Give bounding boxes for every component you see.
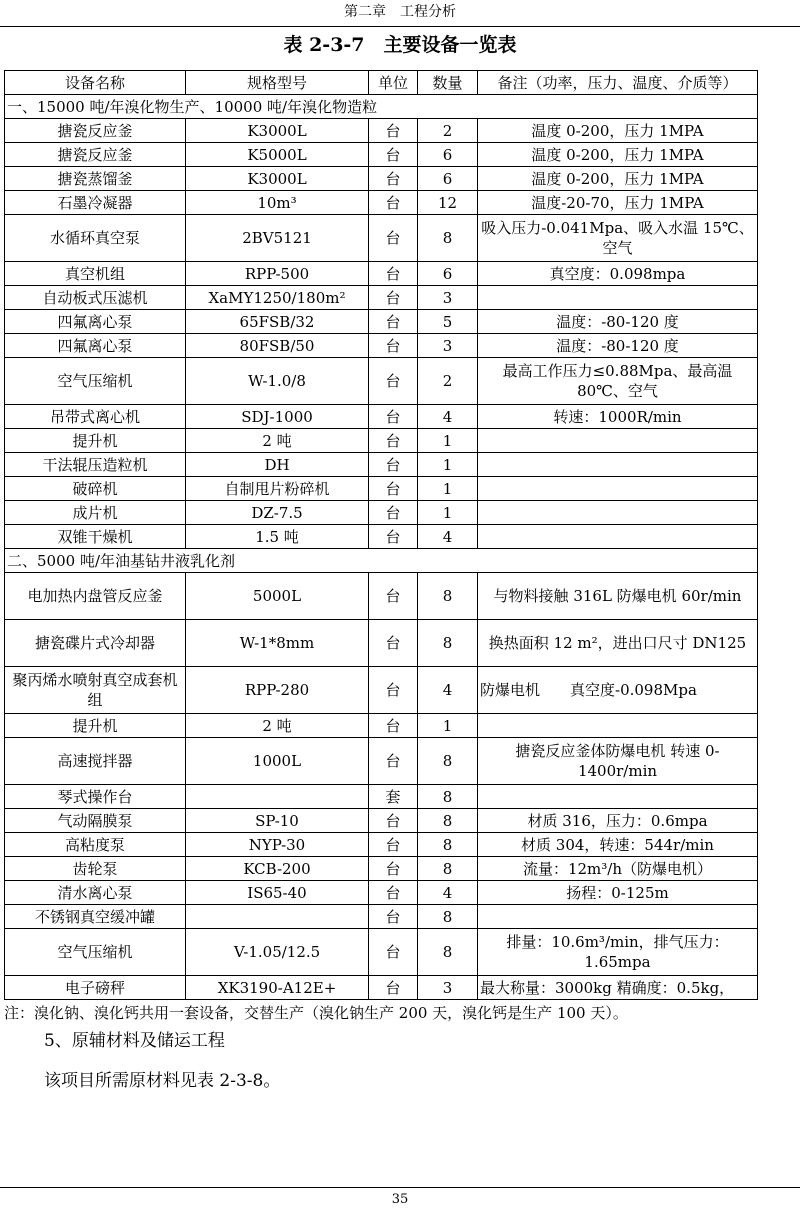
cell-unit: 台 [369,143,418,167]
table-row [5,501,758,525]
col-header-unit: 单位 [369,71,418,95]
table-row [5,453,758,477]
cell-remark: 最大称量：3000kg 精确度：0.5kg， [478,976,758,1000]
cell-qty: 4 [418,667,478,714]
cell-spec: 自制甩片粉碎机 [186,477,369,501]
cell-qty: 8 [418,857,478,881]
cell-remark [478,525,758,549]
cell-unit: 台 [369,573,418,620]
table-row [5,738,758,785]
cell-name: 清水离心泵 [5,881,186,905]
table-row [5,286,758,310]
table-title: 表 2-3-7 主要设备一览表 [283,34,517,56]
cell-unit: 台 [369,905,418,929]
cell-unit: 套 [369,785,418,809]
table-row [5,358,758,405]
cell-spec: KCB-200 [186,857,369,881]
cell-qty: 8 [418,785,478,809]
table-row [5,785,758,809]
cell-unit: 台 [369,833,418,857]
cell-name: 气动隔膜泵 [5,809,186,833]
table-row [5,262,758,286]
cell-remark: 温度-20-70，压力 1MPA [478,191,758,215]
cell-spec: K3000L [186,167,369,191]
cell-unit: 台 [369,501,418,525]
cell-spec: XaMY1250/180m² [186,286,369,310]
cell-qty: 8 [418,905,478,929]
table-row [5,525,758,549]
table-row [5,809,758,833]
table-row [5,905,758,929]
cell-remark: 温度 0-200，压力 1MPA [478,143,758,167]
cell-name: 双锥干燥机 [5,525,186,549]
cell-name: 空气压缩机 [5,929,186,976]
cell-spec: SP-10 [186,809,369,833]
cell-name: 高速搅拌器 [5,738,186,785]
cell-qty: 2 [418,358,478,405]
cell-spec: DZ-7.5 [186,501,369,525]
col-header-name: 设备名称 [5,71,186,95]
cell-qty: 8 [418,809,478,833]
section-title: 二、5000 吨/年油基钻井液乳化剂 [5,549,758,573]
cell-unit: 台 [369,620,418,667]
cell-remark: 温度 0-200，压力 1MPA [478,119,758,143]
col-header-qty: 数量 [418,71,478,95]
table-row [5,405,758,429]
cell-qty: 1 [418,714,478,738]
cell-name: 空气压缩机 [5,358,186,405]
cell-remark: 搪瓷反应釜体防爆电机 转速 0-1400r/min [478,738,758,785]
section-heading: 5、原辅材料及储运工程 [44,1031,225,1051]
cell-unit: 台 [369,453,418,477]
cell-remark: 吸入压力-0.041Mpa、吸入水温 15℃、空气 [478,215,758,262]
cell-unit: 台 [369,405,418,429]
cell-name: 聚丙烯水喷射真空成套机组 [5,667,186,714]
cell-unit: 台 [369,857,418,881]
cell-name: 搪瓷反应釜 [5,119,186,143]
table-row [5,667,758,714]
cell-name: 提升机 [5,714,186,738]
table-row [5,477,758,501]
table-row [5,714,758,738]
cell-unit: 台 [369,477,418,501]
cell-name: 水循环真空泵 [5,215,186,262]
cell-spec: W-1.0/8 [186,358,369,405]
table-row [5,620,758,667]
cell-qty: 8 [418,833,478,857]
col-header-remark: 备注（功率，压力、温度、介质等） [478,71,758,95]
cell-remark: 温度 0-200，压力 1MPA [478,167,758,191]
cell-unit: 台 [369,809,418,833]
cell-qty: 6 [418,143,478,167]
cell-qty: 8 [418,929,478,976]
cell-remark: 扬程：0-125m [478,881,758,905]
cell-qty: 1 [418,501,478,525]
cell-spec: RPP-500 [186,262,369,286]
table-row [5,976,758,1000]
page-number: 35 [0,1187,800,1212]
section-row [5,95,758,119]
cell-name: 搪瓷反应釜 [5,143,186,167]
cell-name: 真空机组 [5,262,186,286]
cell-unit: 台 [369,738,418,785]
table-header-row [5,71,758,95]
cell-qty: 3 [418,286,478,310]
running-header: 第二章 工程分析 [0,0,800,27]
table-note: 注：溴化钠、溴化钙共用一套设备，交替生产（溴化钠生产 200 天，溴化钙是生产 100 天）。 [4,1004,628,1022]
cell-spec: 2BV5121 [186,215,369,262]
cell-spec: 2 吨 [186,429,369,453]
cell-remark: 换热面积 12 m²，进出口尺寸 DN125 [478,620,758,667]
table-row [5,215,758,262]
cell-name: 四氟离心泵 [5,310,186,334]
cell-qty: 8 [418,573,478,620]
cell-spec [186,905,369,929]
equipment-table [4,70,758,1000]
cell-spec: 1.5 吨 [186,525,369,549]
cell-remark [478,429,758,453]
cell-remark [478,501,758,525]
cell-remark [478,477,758,501]
cell-spec: IS65-40 [186,881,369,905]
cell-spec: V-1.05/12.5 [186,929,369,976]
table-row [5,573,758,620]
cell-name: 不锈钢真空缓冲罐 [5,905,186,929]
cell-name: 干法辊压造粒机 [5,453,186,477]
cell-qty: 1 [418,477,478,501]
cell-unit: 台 [369,976,418,1000]
cell-name: 成片机 [5,501,186,525]
cell-remark [478,714,758,738]
table-row [5,857,758,881]
table-row [5,310,758,334]
cell-qty: 8 [418,738,478,785]
cell-qty: 5 [418,310,478,334]
cell-remark: 排量：10.6m³/min，排气压力：1.65mpa [478,929,758,976]
section-row [5,549,758,573]
table-row [5,429,758,453]
cell-remark: 温度：-80-120 度 [478,310,758,334]
cell-qty: 6 [418,262,478,286]
cell-name: 吊带式离心机 [5,405,186,429]
cell-spec [186,785,369,809]
body-paragraph: 该项目所需原材料见表 2-3-8。 [44,1071,281,1091]
cell-qty: 8 [418,620,478,667]
cell-unit: 台 [369,929,418,976]
table-row [5,119,758,143]
table-row [5,191,758,215]
cell-remark: 材质 316，压力：0.6mpa [478,809,758,833]
cell-name: 自动板式压滤机 [5,286,186,310]
cell-remark: 与物料接触 316L 防爆电机 60r/min [478,573,758,620]
cell-spec: 65FSB/32 [186,310,369,334]
cell-name: 破碎机 [5,477,186,501]
cell-spec: W-1*8mm [186,620,369,667]
cell-unit: 台 [369,358,418,405]
cell-unit: 台 [369,215,418,262]
cell-unit: 台 [369,429,418,453]
cell-spec: 1000L [186,738,369,785]
table-row [5,929,758,976]
cell-qty: 4 [418,881,478,905]
cell-name: 高粘度泵 [5,833,186,857]
table-row [5,143,758,167]
cell-spec: SDJ-1000 [186,405,369,429]
cell-name: 齿轮泵 [5,857,186,881]
cell-unit: 台 [369,286,418,310]
cell-remark: 转速：1000R/min [478,405,758,429]
table-row [5,167,758,191]
cell-remark [478,785,758,809]
table-row [5,881,758,905]
table-row [5,334,758,358]
cell-name: 琴式操作台 [5,785,186,809]
cell-qty: 4 [418,405,478,429]
cell-name: 提升机 [5,429,186,453]
cell-spec: 10m³ [186,191,369,215]
cell-unit: 台 [369,525,418,549]
col-header-spec: 规格型号 [186,71,369,95]
cell-qty: 3 [418,334,478,358]
cell-qty: 1 [418,429,478,453]
cell-qty: 1 [418,453,478,477]
cell-unit: 台 [369,167,418,191]
cell-name: 四氟离心泵 [5,334,186,358]
cell-unit: 台 [369,667,418,714]
cell-unit: 台 [369,119,418,143]
cell-remark: 真空度：0.098mpa [478,262,758,286]
cell-remark: 流量：12m³/h（防爆电机） [478,857,758,881]
cell-name: 搪瓷蒸馏釜 [5,167,186,191]
cell-qty: 3 [418,976,478,1000]
section-title: 一、15000 吨/年溴化物生产、10000 吨/年溴化物造粒 [5,95,758,119]
cell-unit: 台 [369,262,418,286]
cell-spec: 5000L [186,573,369,620]
cell-qty: 2 [418,119,478,143]
cell-qty: 6 [418,167,478,191]
cell-remark: 材质 304，转速：544r/min [478,833,758,857]
cell-name: 石墨冷凝器 [5,191,186,215]
cell-name: 电子磅秤 [5,976,186,1000]
cell-spec: XK3190-A12E+ [186,976,369,1000]
cell-remark: 温度：-80-120 度 [478,334,758,358]
cell-unit: 台 [369,310,418,334]
cell-name: 电加热内盘管反应釜 [5,573,186,620]
cell-qty: 12 [418,191,478,215]
cell-qty: 8 [418,215,478,262]
cell-spec: RPP-280 [186,667,369,714]
cell-unit: 台 [369,881,418,905]
cell-remark [478,286,758,310]
cell-name: 搪瓷碟片式冷却器 [5,620,186,667]
cell-spec: NYP-30 [186,833,369,857]
cell-spec: K5000L [186,143,369,167]
cell-remark: 最高工作压力≤0.88Mpa、最高温 80℃、空气 [478,358,758,405]
cell-unit: 台 [369,334,418,358]
cell-qty: 4 [418,525,478,549]
cell-spec: K3000L [186,119,369,143]
cell-spec: DH [186,453,369,477]
table-row [5,833,758,857]
cell-spec: 80FSB/50 [186,334,369,358]
cell-remark: 防爆电机 真空度-0.098Mpa [478,667,758,714]
cell-unit: 台 [369,191,418,215]
cell-spec: 2 吨 [186,714,369,738]
cell-remark [478,453,758,477]
cell-unit: 台 [369,714,418,738]
cell-remark [478,905,758,929]
